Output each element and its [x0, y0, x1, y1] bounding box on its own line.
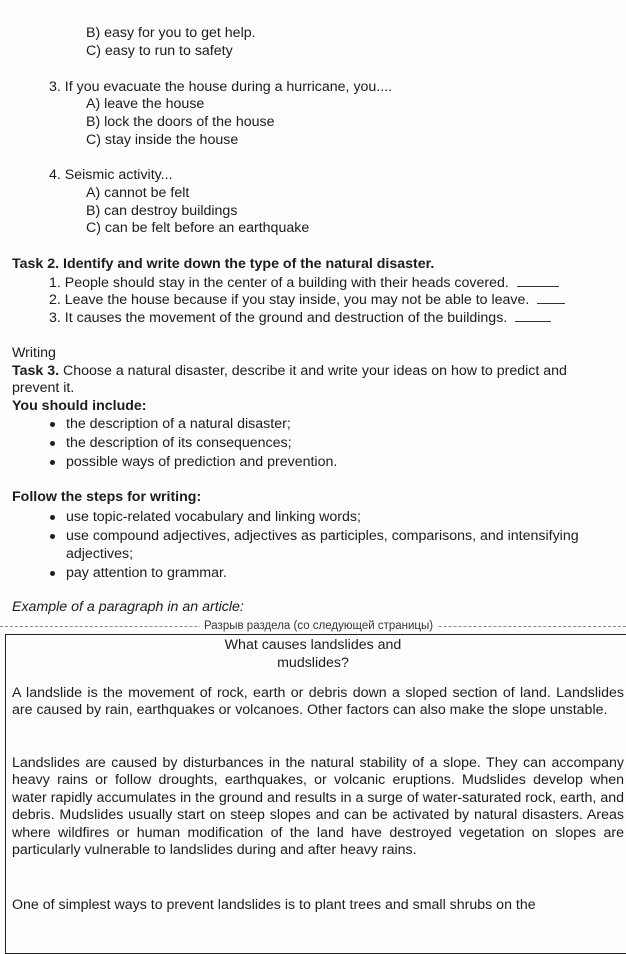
article-paragraph-3: One of simplest ways to prevent landslides is to plant trees and small shrubs on the — [12, 897, 536, 913]
list-item-text: use topic-related vocabulary and linking words; — [66, 509, 361, 525]
list-item-text: use compound adjectives, adjectives as participles, comparisons, and intensifying — [66, 528, 579, 544]
include-label: You should include: — [12, 398, 147, 414]
list-item — [66, 454, 337, 473]
task3-label: Task 3. — [12, 363, 60, 379]
list-item-text: adjectives; — [66, 546, 134, 562]
list-item-text: the description of a natural disaster; — [66, 416, 291, 432]
bullet-icon — [50, 460, 55, 465]
article-paragraph-2: Landslides are caused by disturbances in the natural stability of a slope. They can accompany heavy rains or follow droughts, earthquakes, or volcanic eruptions. Mudslides develop when water rapidly accumulates in the ground and results in a surge of water-saturated rock, earth, and debris. Mudslides usually start on steep slopes and can be activated by natural disasters. Areas where wildfires or human modification of the land have destroyed vegetation on slopes are particularly vulnerable to landslides during and after heavy rains. — [12, 755, 624, 859]
list-item — [66, 509, 579, 528]
article-title-line1: What causes landslides and — [224, 637, 402, 653]
list-item-text: pay attention to grammar. — [66, 565, 227, 581]
answer-blank[interactable] — [515, 309, 551, 322]
list-item-cont — [66, 546, 579, 565]
answer-blank[interactable] — [517, 274, 559, 287]
list-item — [66, 435, 337, 454]
bullet-icon — [50, 534, 55, 539]
steps-label: Follow the steps for writing: — [12, 489, 202, 505]
list-item — [66, 565, 579, 584]
q3-option-a: A) leave the house — [86, 96, 205, 112]
bullet-icon — [50, 571, 55, 576]
example-label: Example of a paragraph in an article: — [12, 599, 244, 615]
include-list — [66, 416, 337, 473]
section-break-label: Разрыв раздела (со следующей страницы) — [200, 618, 437, 636]
task3-text-cont: prevent it. — [12, 380, 75, 396]
bullet-icon — [50, 441, 55, 446]
q3-option-b: B) lock the doors of the house — [86, 114, 275, 130]
q4-option-b: B) can destroy buildings — [86, 203, 238, 219]
q3-question: 3. If you evacuate the house during a hurricane, you.... — [49, 79, 393, 95]
task2-title: Task 2. Identify and write down the type of the natural disaster. — [12, 256, 435, 272]
writing-heading: Writing — [12, 345, 56, 361]
list-item — [66, 528, 579, 546]
q2-option-c: C) easy to run to safety — [86, 43, 233, 59]
q3-option-c: C) stay inside the house — [86, 132, 239, 148]
steps-list — [66, 509, 579, 584]
list-item-text: possible ways of prediction and prevention. — [66, 454, 338, 470]
q4-option-c: C) can be felt before an earthquake — [86, 220, 310, 236]
q4-option-a: A) cannot be felt — [86, 185, 190, 201]
q2-option-b: B) easy for you to get help. — [86, 25, 256, 41]
answer-blank[interactable] — [537, 291, 565, 304]
task2-item-text: 3. It causes the movement of the ground and destruction of the buildings. — [49, 310, 508, 326]
task2-item-3 — [49, 309, 551, 328]
task2-item-text: 1. People should stay in the center of a building with their heads covered. — [49, 275, 509, 291]
list-item-text: the description of its consequences; — [66, 435, 292, 451]
task2-item-1 — [49, 274, 559, 293]
task2-item-text: 2. Leave the house because if you stay inside, you may not be able to leave. — [49, 292, 530, 308]
article-paragraph-1: A landslide is the movement of rock, earth or debris down a sloped section of land. Landslides are caused by rain, earthquakes or volcanoes. Other factors can also make the slope unstable. — [12, 685, 624, 719]
task3-text: Choose a natural disaster, describe it and write your ideas on how to predict and — [59, 363, 567, 379]
bullet-icon — [50, 422, 55, 427]
task2-item-2 — [49, 291, 565, 310]
q4-question: 4. Seismic activity... — [49, 167, 173, 183]
task3-line — [12, 363, 567, 381]
article-title-line2: mudslides? — [277, 655, 349, 671]
bullet-icon — [50, 515, 55, 520]
list-item — [66, 416, 337, 435]
